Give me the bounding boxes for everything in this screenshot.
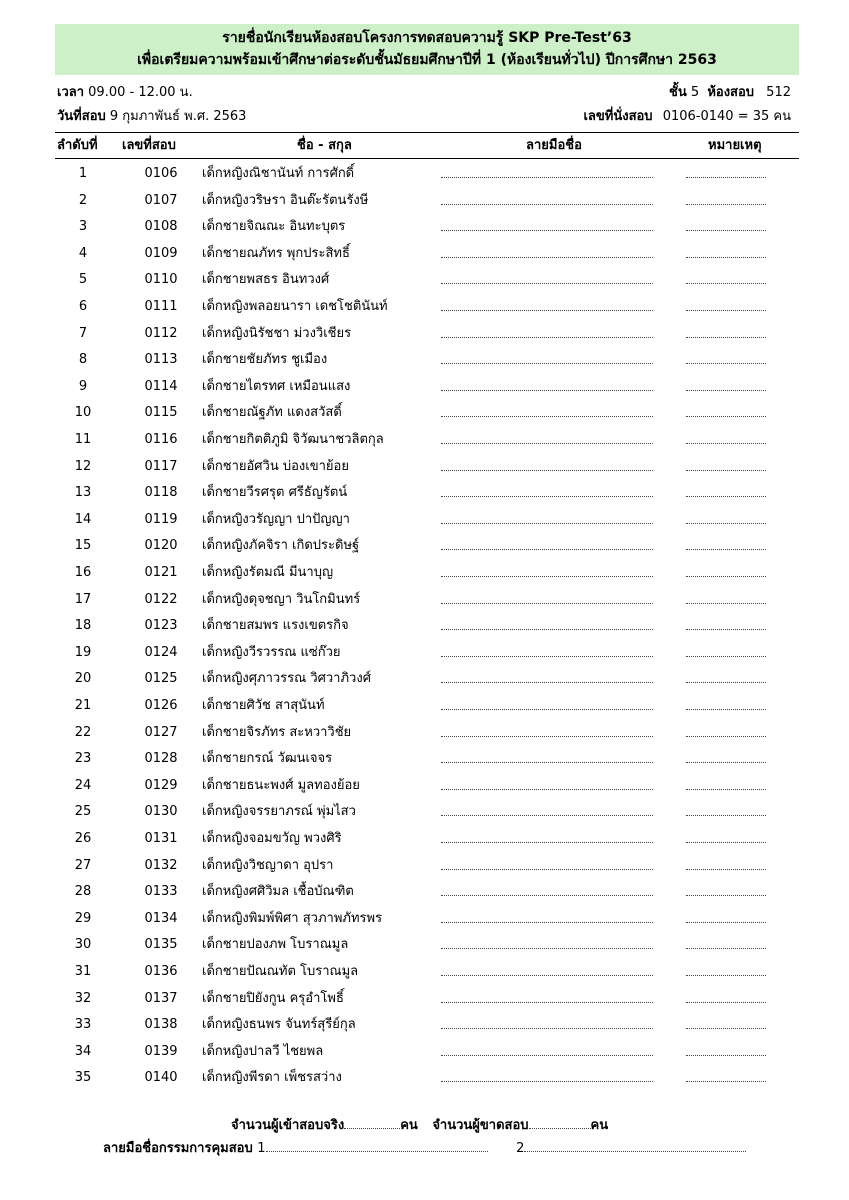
table-row	[55, 267, 799, 293]
note-blank[interactable]	[686, 300, 766, 311]
row-number: 18	[74, 618, 92, 634]
exam-id: 0130	[144, 804, 178, 820]
exam-id: 0140	[144, 1070, 178, 1086]
exam-id: 0138	[144, 1017, 178, 1033]
student-name: เด็กชายณัฐภัท แดงสวัสดิ์	[202, 405, 342, 421]
seat-range	[583, 108, 791, 126]
row-number: 28	[74, 884, 92, 900]
table-row	[55, 374, 799, 400]
table-row	[55, 640, 799, 666]
row-number: 30	[74, 937, 92, 953]
signature-blank[interactable]	[441, 1071, 653, 1082]
exam-id: 0139	[144, 1043, 178, 1059]
row-number: 26	[74, 831, 92, 846]
row-number: 27	[74, 857, 92, 873]
table-row	[55, 773, 799, 799]
note-blank[interactable]	[686, 513, 766, 524]
note-blank[interactable]	[686, 220, 766, 231]
signature-blank[interactable]	[441, 406, 653, 417]
signature-blank[interactable]	[441, 992, 653, 1003]
signature-blank[interactable]	[441, 646, 653, 657]
row-number: 34	[74, 1043, 92, 1059]
table-row	[55, 400, 799, 426]
signature-blank[interactable]	[441, 220, 653, 231]
signature-blank[interactable]	[441, 593, 653, 604]
table-row	[55, 906, 799, 932]
note-blank[interactable]	[686, 486, 766, 497]
exam-id: 0126	[144, 698, 178, 713]
exam-id: 0120	[144, 538, 178, 554]
table-row	[55, 799, 799, 825]
note-blank[interactable]	[686, 672, 766, 683]
note-blank[interactable]	[686, 1071, 766, 1082]
student-name: เด็กหญิงธนพร จันทร์สุรีย์กุล	[202, 1017, 356, 1033]
student-name: เด็กชายจิณณะ อินทะบุตร	[202, 219, 346, 235]
table-row	[55, 986, 799, 1012]
note-blank[interactable]	[686, 752, 766, 763]
row-number: 10	[74, 405, 92, 421]
title-line-1: รายชื่อนักเรียนห้องสอบโครงการทดสอบความรู้ SKP Pre-Test’63	[222, 30, 632, 46]
row-number: 33	[74, 1017, 92, 1033]
table-row	[55, 720, 799, 746]
col-header-signature: ลายมือชื่อ	[526, 138, 582, 153]
exam-id: 0135	[144, 937, 178, 953]
col-header-no: ลำดับที่	[57, 138, 98, 153]
row-number: 9	[78, 378, 88, 394]
note-blank[interactable]	[686, 1018, 766, 1029]
table-row	[55, 932, 799, 958]
note-blank[interactable]	[686, 406, 766, 417]
student-name: เด็กชายวีรศรุต ศรีธัญรัตน์	[202, 485, 348, 501]
exam-date	[57, 108, 246, 126]
student-name: เด็กชายธนะพงศ์ มูลทองย้อย	[202, 777, 360, 793]
row-number: 23	[74, 751, 92, 767]
table-row	[55, 188, 799, 214]
note-blank[interactable]	[686, 832, 766, 843]
row-number: 8	[78, 352, 88, 368]
col-header-exam-id: เลขที่สอบ	[122, 138, 176, 153]
exam-time	[57, 84, 193, 102]
row-number: 6	[78, 299, 88, 314]
signature-blank[interactable]	[441, 539, 653, 550]
note-blank[interactable]	[686, 247, 766, 258]
student-name: เด็กชายสมพร แรงเขตรกิจ	[202, 618, 349, 634]
exam-id: 0136	[144, 964, 178, 979]
signature-blank[interactable]	[441, 938, 653, 949]
table-row	[55, 533, 799, 559]
exam-id: 0122	[144, 591, 178, 607]
table-row	[55, 427, 799, 453]
absent-unit: คน	[590, 1118, 609, 1133]
grade-label: ชั้น	[669, 85, 687, 100]
exam-id: 0109	[144, 245, 178, 261]
date-value: 9 กุมภาพันธ์ พ.ศ. 2563	[109, 109, 247, 124]
table-row	[55, 214, 799, 240]
exam-id: 0124	[144, 644, 178, 660]
grade-value: 5	[690, 85, 700, 100]
student-name: เด็กหญิงวรัญญา ปาปัญญา	[202, 511, 350, 527]
row-number: 24	[74, 777, 92, 793]
table-row	[55, 241, 799, 267]
actual-unit: คน	[400, 1118, 418, 1133]
room-value: 512	[766, 85, 791, 100]
title-banner	[55, 24, 799, 75]
signature-blank[interactable]	[441, 672, 653, 683]
note-blank[interactable]	[686, 912, 766, 923]
actual-blank[interactable]	[344, 1116, 400, 1129]
table-row	[55, 1012, 799, 1038]
signature-blank[interactable]	[441, 965, 653, 976]
header-bottom-rule	[55, 158, 799, 159]
row-number: 17	[74, 591, 92, 607]
signature-blank[interactable]	[441, 912, 653, 923]
student-name: เด็กชายศิวัช สาสุนันท์	[202, 698, 325, 713]
note-blank[interactable]	[686, 539, 766, 550]
title-line-2: เพื่อเตรียมความพร้อมเข้าศึกษาต่อระดับชั้นมัธยมศึกษาปีที่ 1 (ห้องเรียนทั่วไป) ปีการศึกษา 2563	[137, 52, 717, 68]
student-name: เด็กหญิงพิมพ์พิศา สุวภาพภัทรพร	[202, 910, 383, 926]
note-blank[interactable]	[686, 353, 766, 364]
row-number: 11	[74, 432, 92, 447]
note-blank[interactable]	[686, 699, 766, 710]
note-blank[interactable]	[686, 1045, 766, 1056]
row-number: 15	[74, 538, 92, 554]
exam-id: 0106	[144, 166, 178, 181]
note-blank[interactable]	[686, 619, 766, 630]
signature-blank[interactable]	[441, 699, 653, 710]
date-label: วันที่สอบ	[57, 109, 106, 124]
col-header-note: หมายเหตุ	[708, 138, 762, 153]
exam-id: 0131	[144, 831, 178, 846]
note-blank[interactable]	[686, 726, 766, 737]
note-blank[interactable]	[686, 167, 766, 178]
row-number: 16	[74, 565, 92, 580]
table-row	[55, 959, 799, 985]
proctor-1-number: 1	[257, 1141, 266, 1156]
student-name: เด็กหญิงพลอยนารา เดชโชตินันท์	[202, 299, 388, 314]
signature-blank[interactable]	[441, 273, 653, 284]
note-blank[interactable]	[686, 273, 766, 284]
actual-label: จำนวนผู้เข้าสอบจริง	[231, 1118, 345, 1133]
student-name: เด็กชายจิรภัทร สะหวาวิชัย	[202, 724, 352, 740]
exam-id: 0121	[144, 565, 178, 580]
attendance-summary	[231, 1116, 608, 1135]
signature-blank[interactable]	[441, 779, 653, 790]
student-name: เด็กชายปิยังกูน ครุอำโพธิ์	[202, 990, 344, 1006]
signature-blank[interactable]	[441, 460, 653, 471]
student-name: เด็กชายไตรทศ เหมือนแสง	[202, 378, 351, 394]
student-name: เด็กหญิงดุจชญา วินโกมินทร์	[202, 591, 361, 607]
signature-blank[interactable]	[441, 433, 653, 444]
signature-blank[interactable]	[441, 380, 653, 391]
signature-blank[interactable]	[441, 832, 653, 843]
note-blank[interactable]	[686, 380, 766, 391]
row-number: 32	[74, 990, 92, 1006]
student-name: เด็กหญิงวีรวรรณ แซ่ก๊วย	[202, 644, 341, 660]
signature-blank[interactable]	[441, 752, 653, 763]
signature-blank[interactable]	[441, 327, 653, 338]
student-name: เด็กหญิงจรรยาภรณ์ พุ่มไสว	[202, 804, 356, 820]
signature-blank[interactable]	[441, 353, 653, 364]
exam-id: 0123	[144, 618, 178, 634]
student-name: เด็กชายพสธร อินทวงศ์	[202, 272, 330, 288]
exam-id: 0125	[144, 671, 178, 687]
student-name: เด็กชายปัณณทัต โบราณมูล	[202, 964, 359, 979]
signature-blank[interactable]	[441, 486, 653, 497]
row-number: 13	[74, 485, 92, 501]
exam-id: 0108	[144, 219, 178, 235]
exam-id: 0115	[144, 405, 178, 421]
student-name: เด็กชายกิตติภูมิ จิวัฒนาชวลิตกุล	[202, 432, 384, 447]
row-number: 31	[74, 964, 92, 979]
table-row	[55, 294, 799, 320]
exam-id: 0133	[144, 884, 178, 900]
exam-id: 0119	[144, 511, 178, 527]
table-row	[55, 613, 799, 639]
student-name: เด็กหญิงศศิวิมล เชื้อบัณฑิต	[202, 884, 354, 900]
note-blank[interactable]	[686, 646, 766, 657]
student-name: เด็กชายปองภพ โบราณมูล	[202, 937, 349, 953]
student-name: เด็กหญิงจอมขวัญ พวงศิริ	[202, 831, 342, 846]
note-blank[interactable]	[686, 938, 766, 949]
row-number: 4	[78, 245, 88, 261]
exam-id: 0118	[144, 485, 178, 501]
signature-blank[interactable]	[441, 513, 653, 524]
seat-value: 0106-0140 = 35 คน	[662, 109, 791, 124]
proctor-1-blank[interactable]	[266, 1139, 488, 1152]
row-number: 12	[74, 458, 92, 474]
exam-id: 0137	[144, 990, 178, 1006]
row-number: 14	[74, 511, 92, 527]
row-number: 35	[74, 1070, 92, 1086]
note-blank[interactable]	[686, 460, 766, 471]
signature-blank[interactable]	[441, 194, 653, 205]
student-name: เด็กชายกรณ์ วัฒนเจจร	[202, 751, 333, 767]
table-row	[55, 321, 799, 347]
signature-blank[interactable]	[441, 300, 653, 311]
room-label: ห้องสอบ	[707, 85, 755, 100]
exam-id: 0113	[144, 352, 178, 368]
student-name: เด็กหญิงรัตมณี มีนาบุญ	[202, 565, 334, 580]
table-row	[55, 826, 799, 852]
table-row	[55, 560, 799, 586]
signature-blank[interactable]	[441, 726, 653, 737]
student-name: เด็กหญิงพีรดา เพ็ชรสว่าง	[202, 1070, 342, 1086]
exam-id: 0129	[144, 777, 178, 793]
table-row	[55, 347, 799, 373]
row-number: 29	[74, 910, 92, 926]
note-blank[interactable]	[686, 992, 766, 1003]
student-name: เด็กหญิงศุภาวรรณ วิศวาภิวงศ์	[202, 671, 371, 687]
signature-blank[interactable]	[441, 1045, 653, 1056]
exam-id: 0132	[144, 857, 178, 873]
row-number: 19	[74, 644, 92, 660]
exam-id: 0127	[144, 724, 178, 740]
student-name: เด็กหญิงปาลวี ไชยพล	[202, 1043, 324, 1059]
signature-blank[interactable]	[441, 885, 653, 896]
note-blank[interactable]	[686, 859, 766, 870]
exam-id: 0128	[144, 751, 178, 767]
table-row	[55, 161, 799, 187]
exam-id: 0116	[144, 432, 178, 447]
signature-blank[interactable]	[441, 619, 653, 630]
note-blank[interactable]	[686, 566, 766, 577]
student-name: เด็กหญิงวริษรา อินต๊ะรัตนรังษี	[202, 192, 369, 208]
exam-id: 0112	[144, 325, 178, 341]
proctor-2-number: 2	[516, 1141, 525, 1156]
note-blank[interactable]	[686, 779, 766, 790]
student-name: เด็กหญิงวิชญาดา อุปรา	[202, 857, 334, 873]
time-value: 09.00 - 12.00 น.	[88, 85, 193, 100]
table-row	[55, 587, 799, 613]
time-label: เวลา	[57, 85, 85, 100]
signature-blank[interactable]	[441, 566, 653, 577]
table-row	[55, 879, 799, 905]
row-number: 20	[74, 671, 92, 687]
table-row	[55, 1039, 799, 1065]
student-name: เด็กหญิงนิรัชชา ม่วงวิเชียร	[202, 325, 352, 341]
student-name: เด็กชายอัศวิน บ่องเขาย้อย	[202, 458, 349, 474]
student-name: เด็กหญิงณิชานันท์ การศักดิ์	[202, 166, 355, 181]
exam-id: 0111	[144, 299, 178, 314]
student-name: เด็กหญิงภัคจิรา เกิดประดิษฐ์	[202, 538, 360, 554]
signature-blank[interactable]	[441, 1018, 653, 1029]
proctor-label: ลายมือชื่อกรรมการคุมสอบ	[103, 1141, 253, 1156]
table-row	[55, 666, 799, 692]
signature-blank[interactable]	[441, 167, 653, 178]
table-row	[55, 693, 799, 719]
grade-room	[669, 84, 791, 102]
table-row	[55, 480, 799, 506]
proctor-2-blank[interactable]	[524, 1139, 746, 1152]
exam-id: 0114	[144, 378, 178, 394]
absent-blank[interactable]	[529, 1116, 591, 1129]
note-blank[interactable]	[686, 965, 766, 976]
note-blank[interactable]	[686, 805, 766, 816]
absent-label: จำนวนผู้ขาดสอบ	[432, 1118, 529, 1133]
row-number: 7	[78, 325, 88, 341]
row-number: 1	[78, 166, 88, 181]
table-row	[55, 507, 799, 533]
header-top-rule	[55, 132, 799, 133]
student-name: เด็กชายชัยภัทร ชูเมือง	[202, 352, 328, 368]
seat-label: เลขที่นั่งสอบ	[583, 109, 653, 124]
table-row	[55, 853, 799, 879]
row-number: 22	[74, 724, 92, 740]
table-row	[55, 746, 799, 772]
note-blank[interactable]	[686, 194, 766, 205]
exam-id: 0117	[144, 458, 178, 474]
student-name: เด็กชายณภัทร พุกประสิทธิ์	[202, 245, 350, 261]
signature-blank[interactable]	[441, 805, 653, 816]
row-number: 3	[78, 219, 88, 235]
row-number: 5	[78, 272, 88, 288]
signature-blank[interactable]	[441, 859, 653, 870]
exam-id: 0107	[144, 192, 178, 208]
note-blank[interactable]	[686, 593, 766, 604]
note-blank[interactable]	[686, 433, 766, 444]
exam-id: 0110	[144, 272, 178, 288]
table-row	[55, 454, 799, 480]
note-blank[interactable]	[686, 327, 766, 338]
row-number: 21	[74, 698, 92, 713]
proctor-signatures	[103, 1139, 746, 1158]
row-number: 25	[74, 804, 92, 820]
note-blank[interactable]	[686, 885, 766, 896]
signature-blank[interactable]	[441, 247, 653, 258]
exam-id: 0134	[144, 910, 178, 926]
row-number: 2	[78, 192, 88, 208]
table-row	[55, 1065, 799, 1091]
col-header-name: ชื่อ - สกุล	[297, 138, 352, 153]
